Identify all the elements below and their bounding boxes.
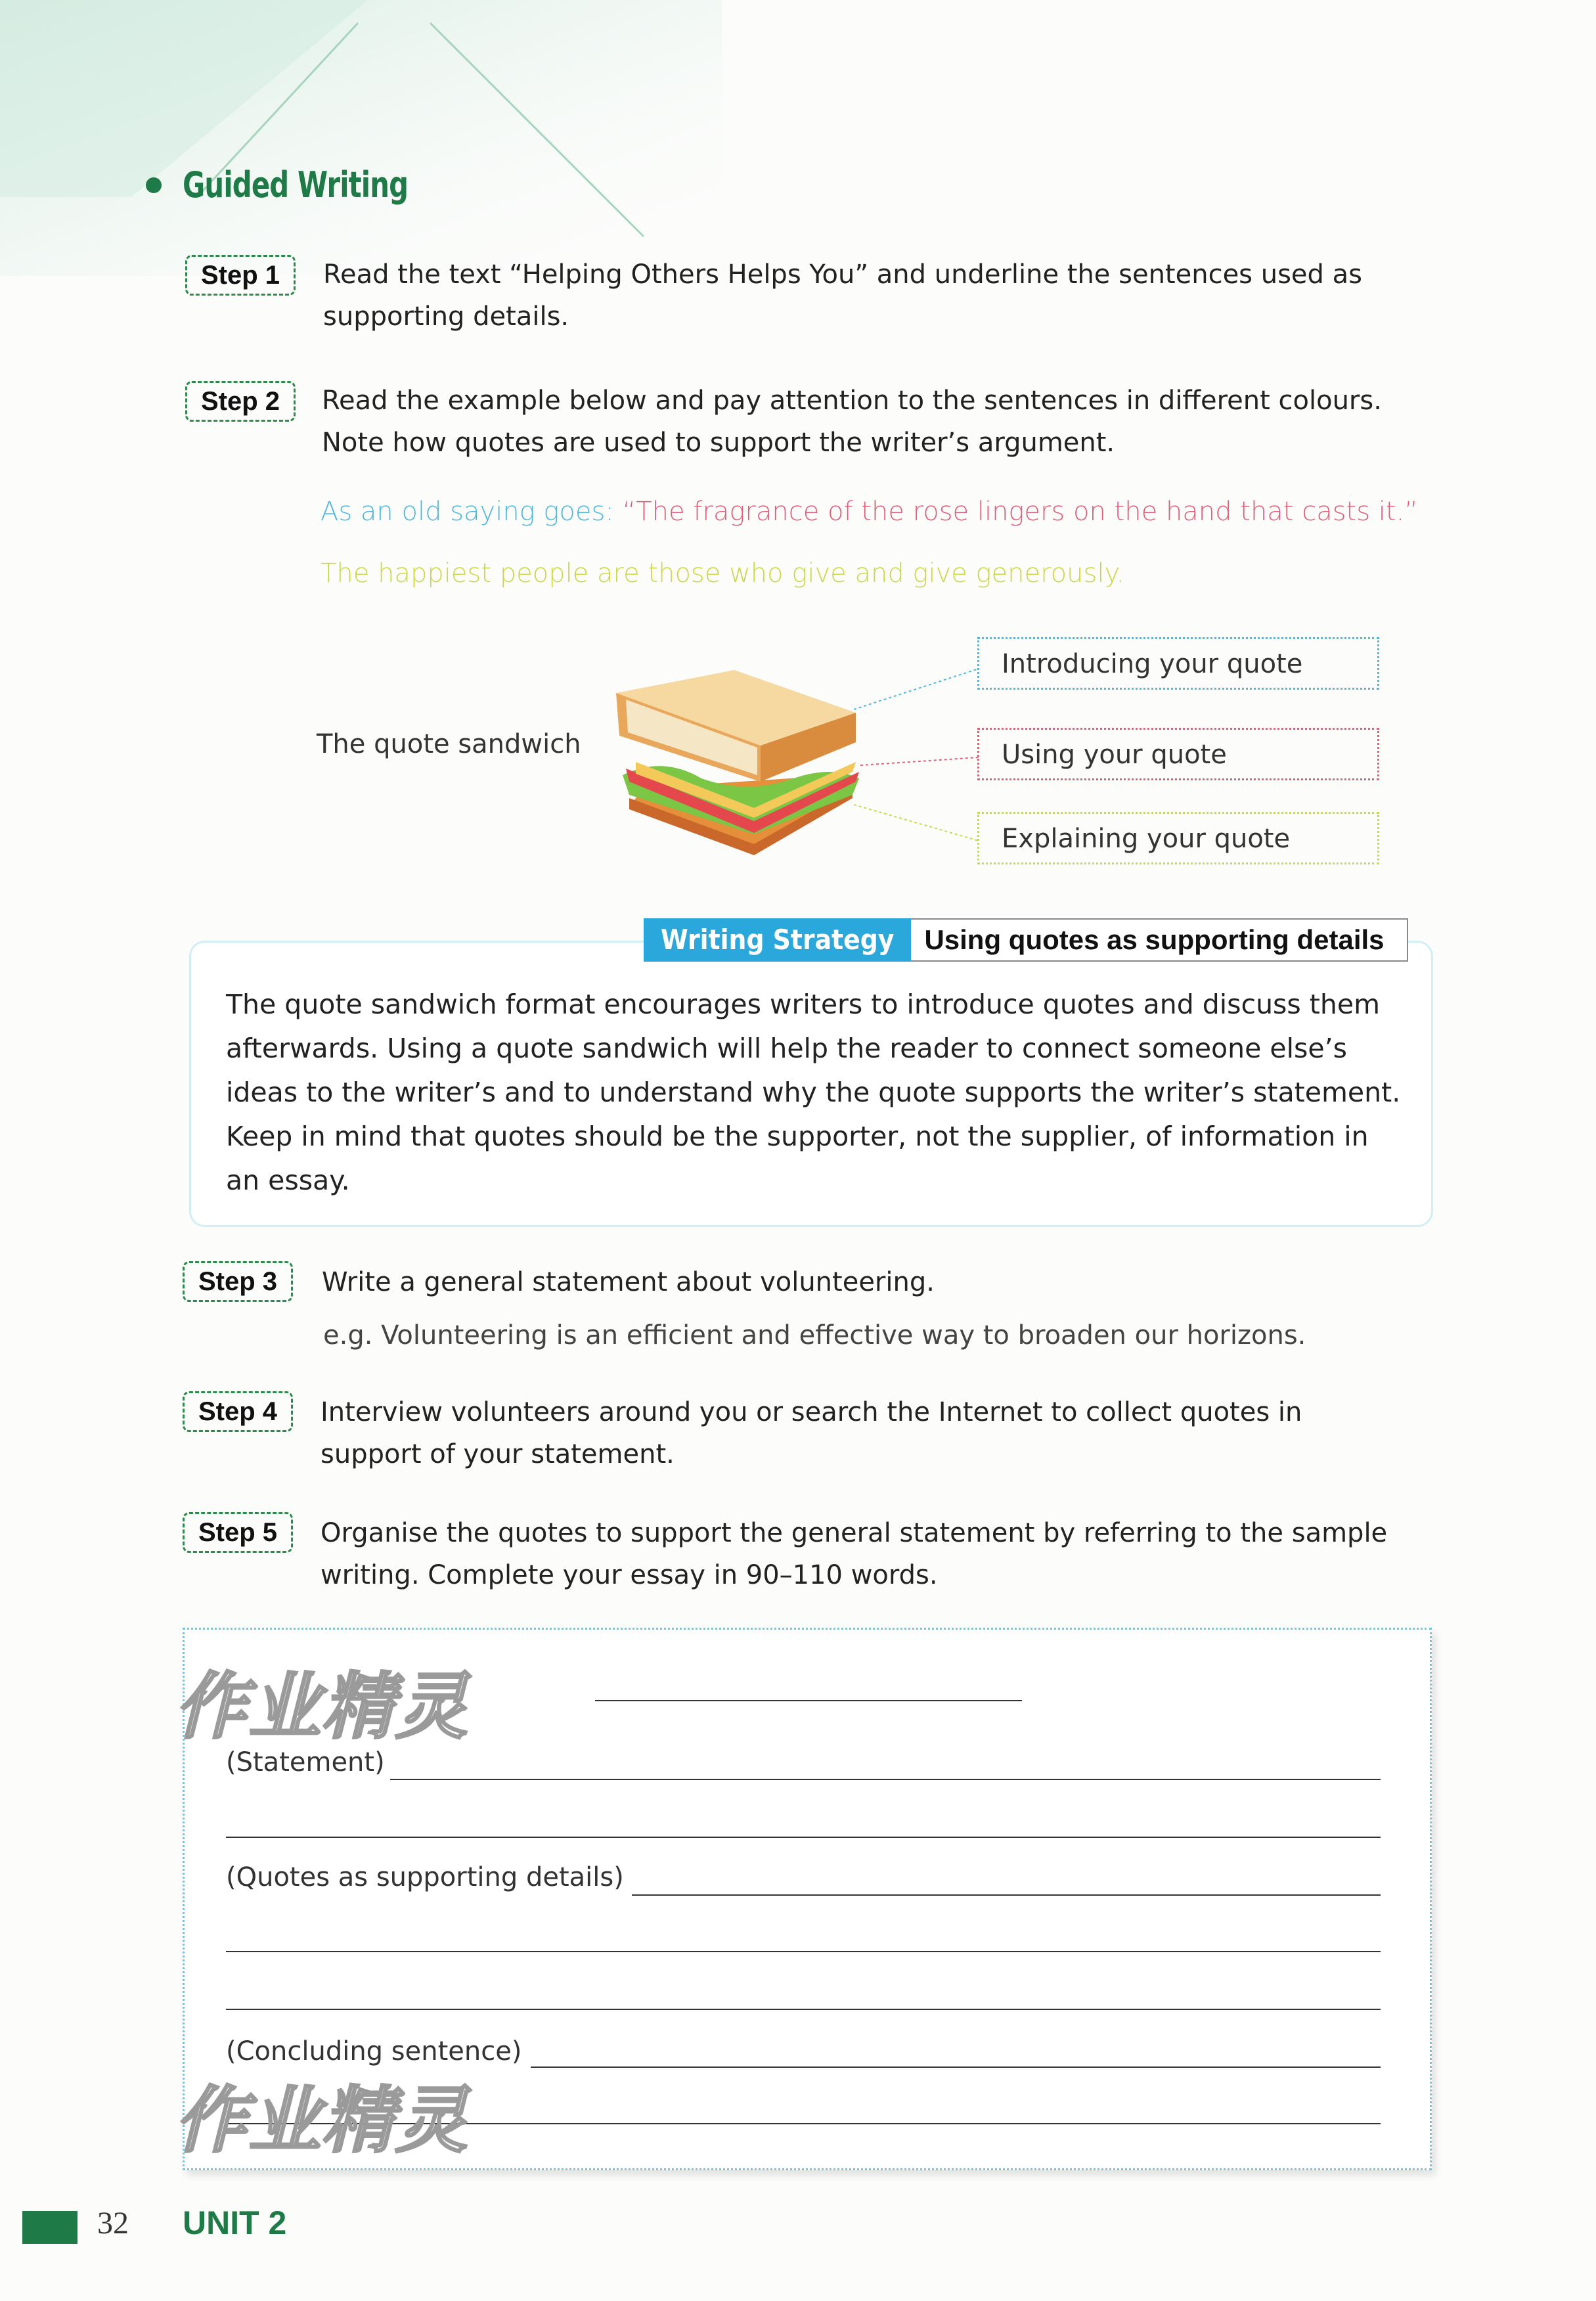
page-number: 32 [97, 2206, 129, 2241]
sandwich-part-explaining: Explaining your quote [977, 812, 1379, 864]
watermark-top: 作业精灵 [175, 1664, 469, 1749]
step-3-example: e.g. Volunteering is an efficient and effective way to broaden our horizons. [323, 1320, 1306, 1351]
step-3-tag: Step 3 [183, 1261, 293, 1302]
step-5-tag: Step 5 [183, 1512, 293, 1553]
quotes-label: (Quotes as supporting details) [226, 1862, 624, 1892]
sandwich-label: The quote sandwich [317, 729, 581, 759]
concluding-label: (Concluding sentence) [226, 2036, 522, 2066]
step-5-line-1: Organise the quotes to support the general statement by referring to the sample [321, 1518, 1388, 1548]
unit-label: UNIT 2 [183, 2204, 287, 2241]
sandwich-connectors [854, 631, 998, 874]
corner-decoration [0, 0, 722, 276]
watermark-bottom: 作业精灵 [175, 2078, 469, 2162]
strategy-line-4: Keep in mind that quotes should be the supporter, not the supplier, of information in [226, 1121, 1369, 1152]
footer-bar [22, 2211, 78, 2244]
example-explain: The happiest people are those who give and give generously. [321, 558, 1125, 589]
step-2-line-2: Note how quotes are used to support the writer’s argument. [322, 428, 1115, 458]
strategy-badge: Writing Strategy [644, 918, 911, 962]
example-quote: “The fragrance of the rose lingers on the hand that casts it.” [622, 497, 1419, 527]
step-3-line-1: Write a general statement about volunteering. [322, 1267, 935, 1297]
example-quote-line [321, 497, 1418, 527]
step-4-line-2: support of your statement. [321, 1439, 675, 1469]
step-3-text [322, 1261, 935, 1303]
title-line[interactable] [595, 1700, 1022, 1701]
statement-line[interactable] [390, 1779, 1381, 1780]
bullet-dot-icon [146, 177, 162, 193]
step-1-text [323, 254, 1362, 338]
step-1-line-1: Read the text “Helping Others Helps You” and underline the sentences used as [323, 259, 1362, 290]
strategy-title: Using quotes as supporting details [911, 918, 1408, 962]
writing-line-2[interactable] [226, 1837, 1381, 1838]
writing-line-5[interactable] [226, 2009, 1381, 2010]
sandwich-image [603, 663, 879, 860]
step-4-text [321, 1391, 1302, 1475]
step-1-tag: Step 1 [185, 255, 296, 296]
writing-line-4[interactable] [226, 1951, 1381, 1952]
strategy-line-3: ideas to the writer’s and to understand why the quote supports the writer’s statement. [226, 1077, 1401, 1108]
step-2-line-1: Read the example below and pay attention to the sentences in different colours. [322, 386, 1382, 416]
statement-label: (Statement) [226, 1747, 385, 1777]
strategy-line-2: afterwards. Using a quote sandwich will help the reader to connect someone else’s [226, 1033, 1347, 1064]
strategy-line-1: The quote sandwich format encourages writers to introduce quotes and discuss them [226, 989, 1381, 1020]
quotes-line[interactable] [632, 1894, 1381, 1896]
sandwich-part-introducing: Introducing your quote [977, 637, 1379, 690]
sandwich-part-using: Using your quote [977, 728, 1379, 780]
strategy-text [226, 983, 1408, 1203]
step-1-line-2: supporting details. [323, 302, 569, 332]
step-4-tag: Step 4 [183, 1391, 293, 1432]
step-2-text [322, 380, 1382, 464]
example-intro: As an old saying goes: [321, 497, 614, 527]
step-5-line-2: writing. Complete your essay in 90–110 words. [321, 1560, 938, 1590]
section-heading [146, 164, 445, 206]
step-2-tag: Step 2 [185, 381, 296, 422]
concluding-line[interactable] [531, 2066, 1381, 2068]
strategy-header [644, 918, 1408, 962]
section-title: Guided Writing [183, 164, 409, 206]
step-5-text [321, 1512, 1387, 1596]
step-4-line-1: Interview volunteers around you or search the Internet to collect quotes in [321, 1397, 1302, 1427]
strategy-line-5: an essay. [226, 1165, 350, 1196]
